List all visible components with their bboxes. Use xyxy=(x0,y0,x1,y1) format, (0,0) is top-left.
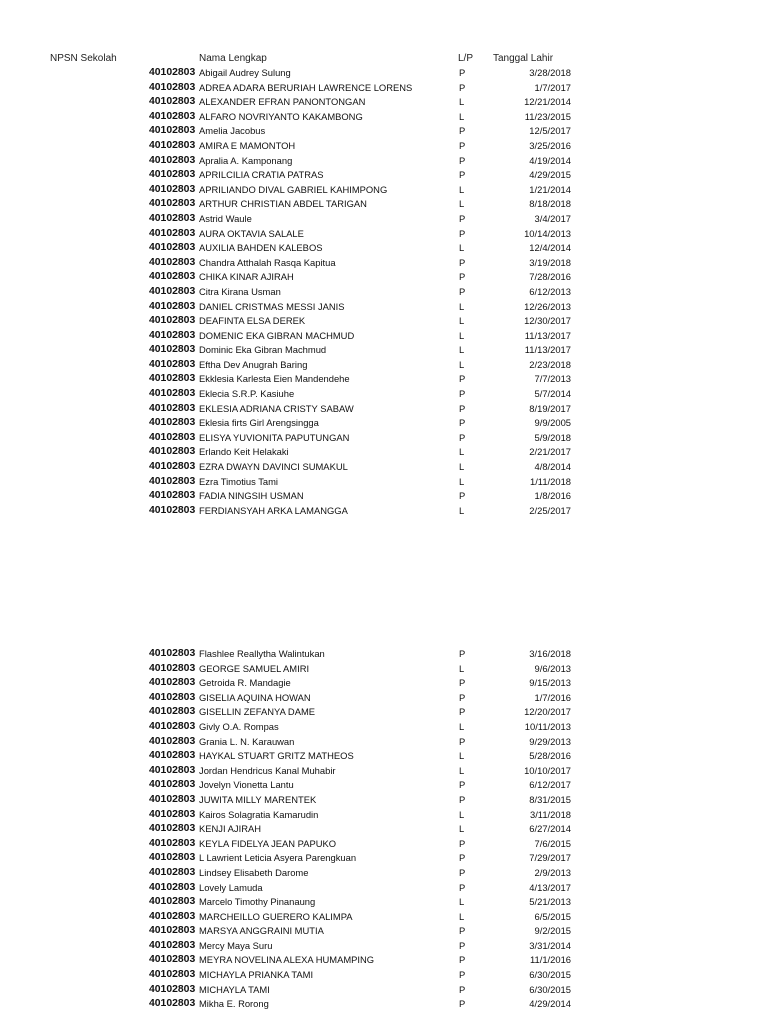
npsn-cell: 40102803 xyxy=(149,373,196,385)
name-cell: Lindsey Elisabeth Darome xyxy=(199,866,309,878)
gender-cell: L xyxy=(459,315,465,327)
gender-cell: P xyxy=(459,256,466,268)
npsn-cell: 40102803 xyxy=(149,329,196,341)
npsn-cell: 40102803 xyxy=(149,285,196,297)
gender-cell: P xyxy=(459,998,466,1010)
name-cell: CHIKA KINAR AJIRAH xyxy=(199,271,294,283)
gender-cell: P xyxy=(459,67,466,78)
name-cell: L Lawrient Leticia Asyera Parengkuan xyxy=(199,852,357,864)
birthdate-cell: 5/28/2016 xyxy=(529,750,571,762)
birthdate-cell: 9/2/2015 xyxy=(534,925,571,937)
birthdate-cell: 9/6/2013 xyxy=(534,662,571,674)
name-cell: Marcelo Timothy Pinanaung xyxy=(199,896,316,908)
table-row xyxy=(0,139,768,154)
birthdate-cell: 3/31/2014 xyxy=(529,939,571,951)
table-row xyxy=(0,793,768,808)
name-cell: Kairos Solagratia Kamarudin xyxy=(199,808,319,820)
table-row xyxy=(0,81,768,96)
gender-cell: P xyxy=(459,969,466,981)
gender-cell: P xyxy=(459,852,466,864)
npsn-cell: 40102803 xyxy=(149,896,196,908)
name-cell: GEORGE SAMUEL AMIRI xyxy=(199,662,310,674)
gender-cell: P xyxy=(459,169,466,181)
gender-cell: P xyxy=(459,793,466,805)
table-row xyxy=(0,822,768,837)
table-row xyxy=(0,983,768,998)
birthdate-cell: 6/27/2014 xyxy=(529,823,571,835)
birthdate-cell: 12/5/2017 xyxy=(529,125,571,137)
table-row xyxy=(0,168,768,183)
table-row xyxy=(0,300,768,315)
birthdate-cell: 1/11/2018 xyxy=(529,475,571,487)
name-cell: Ekklesia Karlesta Eien Mandendehe xyxy=(199,373,350,385)
table-row xyxy=(0,270,768,285)
npsn-cell: 40102803 xyxy=(149,720,196,732)
birthdate-cell: 5/21/2013 xyxy=(529,896,571,908)
npsn-cell: 40102803 xyxy=(149,446,196,458)
gender-cell: P xyxy=(459,212,466,224)
gender-cell: P xyxy=(459,735,466,747)
npsn-cell: 40102803 xyxy=(149,475,196,487)
birthdate-cell: 9/9/2005 xyxy=(534,417,571,429)
table-row xyxy=(0,953,768,968)
name-cell: ALEXANDER EFRAN PANONTONGAN xyxy=(199,96,366,108)
table-row xyxy=(0,997,768,1012)
table-row xyxy=(0,241,768,256)
name-cell: JUWITA MILLY MARENTEK xyxy=(199,793,317,805)
npsn-cell: 40102803 xyxy=(149,212,196,224)
table-row xyxy=(0,314,768,329)
birthdate-cell: 11/13/2017 xyxy=(524,329,571,341)
birthdate-cell: 12/20/2017 xyxy=(524,706,571,718)
name-cell: MICHAYLA TAMI xyxy=(199,983,270,995)
birthdate-cell: 2/21/2017 xyxy=(529,446,571,458)
birthdate-cell: 4/8/2014 xyxy=(534,461,571,473)
name-cell: Chandra Atthalah Rasqa Kapitua xyxy=(199,256,336,268)
name-cell: Astrid Waule xyxy=(199,212,252,224)
header-npsn: NPSN Sekolah xyxy=(50,53,117,64)
npsn-cell: 40102803 xyxy=(149,866,196,878)
name-cell: EKLESIA ADRIANA CRISTY SABAW xyxy=(199,402,354,414)
npsn-cell: 40102803 xyxy=(149,648,196,659)
name-cell: DOMENIC EKA GIBRAN MACHMUD xyxy=(199,329,355,341)
birthdate-cell: 12/21/2014 xyxy=(524,96,571,108)
npsn-cell: 40102803 xyxy=(149,691,196,703)
npsn-cell: 40102803 xyxy=(149,662,196,674)
header-lp: L/P xyxy=(458,53,474,64)
name-cell: Abigail Audrey Sulung xyxy=(199,67,291,78)
table-row xyxy=(0,372,768,387)
npsn-cell: 40102803 xyxy=(149,823,196,835)
birthdate-cell: 1/8/2016 xyxy=(534,490,571,502)
table-row xyxy=(0,676,768,691)
npsn-cell: 40102803 xyxy=(149,504,196,516)
name-cell: Eklesia firts Girl Arengsingga xyxy=(199,417,319,429)
table-row xyxy=(0,183,768,198)
gender-cell: P xyxy=(459,954,466,966)
name-cell: Apralia A. Kamponang xyxy=(199,154,293,166)
birthdate-cell: 3/28/2018 xyxy=(529,67,571,78)
table-row xyxy=(0,197,768,212)
gender-cell: P xyxy=(459,691,466,703)
birthdate-cell: 6/30/2015 xyxy=(529,983,571,995)
birthdate-cell: 2/25/2017 xyxy=(529,504,571,516)
npsn-cell: 40102803 xyxy=(149,431,196,443)
name-cell: Amelia Jacobus xyxy=(199,125,266,137)
table-row xyxy=(0,866,768,881)
table-row xyxy=(0,895,768,910)
birthdate-cell: 12/4/2014 xyxy=(529,242,571,254)
table-row xyxy=(0,475,768,490)
table-row xyxy=(0,431,768,446)
gender-cell: L xyxy=(459,329,465,341)
birthdate-cell: 1/21/2014 xyxy=(529,183,571,195)
table-row xyxy=(0,460,768,475)
gender-cell: L xyxy=(459,183,465,195)
npsn-cell: 40102803 xyxy=(149,227,196,239)
name-cell: Flashlee Reallytha Walintukan xyxy=(199,648,325,659)
gender-cell: P xyxy=(459,866,466,878)
gender-cell: L xyxy=(459,823,465,835)
birthdate-cell: 11/23/2015 xyxy=(524,110,571,122)
table-row xyxy=(0,691,768,706)
table-row xyxy=(0,705,768,720)
npsn-cell: 40102803 xyxy=(149,300,196,312)
table-row xyxy=(0,764,768,779)
table-row xyxy=(0,227,768,242)
npsn-cell: 40102803 xyxy=(149,344,196,356)
gender-cell: L xyxy=(459,910,465,922)
birthdate-cell: 11/13/2017 xyxy=(524,344,571,356)
npsn-cell: 40102803 xyxy=(149,969,196,981)
npsn-cell: 40102803 xyxy=(149,925,196,937)
birthdate-cell: 8/19/2017 xyxy=(529,402,571,414)
gender-cell: P xyxy=(459,648,466,659)
npsn-cell: 40102803 xyxy=(149,983,196,995)
birthdate-cell: 7/7/2013 xyxy=(534,373,571,385)
npsn-cell: 40102803 xyxy=(149,706,196,718)
name-cell: APRILIANDO DIVAL GABRIEL KAHIMPONG xyxy=(199,183,388,195)
npsn-cell: 40102803 xyxy=(149,939,196,951)
name-cell: Erlando Keit Helakaki xyxy=(199,446,289,458)
npsn-cell: 40102803 xyxy=(149,256,196,268)
name-cell: Jovelyn Vionetta Lantu xyxy=(199,779,294,791)
npsn-cell: 40102803 xyxy=(149,677,196,689)
npsn-cell: 40102803 xyxy=(149,315,196,327)
table-row xyxy=(0,837,768,852)
name-cell: Mikha E. Rorong xyxy=(199,998,269,1010)
gender-cell: P xyxy=(459,271,466,283)
birthdate-cell: 8/31/2015 xyxy=(529,793,571,805)
name-cell: Jordan Hendricus Kanal Muhabir xyxy=(199,764,336,776)
birthdate-cell: 4/29/2014 xyxy=(529,998,571,1010)
gender-cell: L xyxy=(459,720,465,732)
gender-cell: P xyxy=(459,417,466,429)
npsn-cell: 40102803 xyxy=(149,169,196,181)
table-row xyxy=(0,402,768,417)
npsn-cell: 40102803 xyxy=(149,154,196,166)
gender-cell: L xyxy=(459,96,465,108)
birthdate-cell: 3/19/2018 xyxy=(529,256,571,268)
name-cell: KENJI AJIRAH xyxy=(199,823,261,835)
npsn-cell: 40102803 xyxy=(149,96,196,108)
birthdate-cell: 10/10/2017 xyxy=(524,764,571,776)
name-cell: MARCHEILLO GUERERO KALIMPA xyxy=(199,910,353,922)
birthdate-cell: 7/28/2016 xyxy=(529,271,571,283)
gender-cell: P xyxy=(459,983,466,995)
birthdate-cell: 3/11/2018 xyxy=(529,808,571,820)
npsn-cell: 40102803 xyxy=(149,461,196,473)
table-row xyxy=(0,212,768,227)
npsn-cell: 40102803 xyxy=(149,954,196,966)
name-cell: DEAFINTA ELSA DEREK xyxy=(199,315,306,327)
table-row xyxy=(0,778,768,793)
table-row xyxy=(0,489,768,504)
name-cell: KEYLA FIDELYA JEAN PAPUKO xyxy=(199,837,337,849)
gender-cell: L xyxy=(459,300,465,312)
birthdate-cell: 12/26/2013 xyxy=(524,300,571,312)
gender-cell: L xyxy=(459,358,465,370)
npsn-cell: 40102803 xyxy=(149,837,196,849)
name-cell: Ezra Timotius Tami xyxy=(199,475,279,487)
table-row xyxy=(0,647,768,662)
name-cell: MARSYA ANGGRAINI MUTIA xyxy=(199,925,324,937)
birthdate-cell: 4/29/2015 xyxy=(529,169,571,181)
table-row xyxy=(0,154,768,169)
table-row xyxy=(0,749,768,764)
gender-cell: L xyxy=(459,504,465,516)
table-row xyxy=(0,416,768,431)
table-row xyxy=(0,285,768,300)
name-cell: Grania L. N. Karauwan xyxy=(199,735,295,747)
name-cell: Citra Kirana Usman xyxy=(199,285,281,297)
birthdate-cell: 8/18/2018 xyxy=(529,198,571,210)
npsn-cell: 40102803 xyxy=(149,417,196,429)
name-cell: ARTHUR CHRISTIAN ABDEL TARIGAN xyxy=(199,198,367,210)
name-cell: Getroida R. Mandagie xyxy=(199,677,291,689)
birthdate-cell: 6/12/2013 xyxy=(529,285,571,297)
gender-cell: L xyxy=(459,110,465,122)
name-cell: GISELIA AQUINA HOWAN xyxy=(199,691,311,703)
name-cell: EZRA DWAYN DAVINCI SUMAKUL xyxy=(199,461,348,473)
npsn-cell: 40102803 xyxy=(149,490,196,502)
birthdate-cell: 1/7/2017 xyxy=(534,81,571,93)
gender-cell: P xyxy=(459,125,466,137)
name-cell: Mercy Maya Suru xyxy=(199,939,273,951)
gender-cell: P xyxy=(459,490,466,502)
gender-cell: L xyxy=(459,750,465,762)
table-row xyxy=(0,808,768,823)
name-cell: GISELLIN ZEFANYA DAME xyxy=(199,706,316,718)
table-row xyxy=(0,910,768,925)
birthdate-cell: 7/6/2015 xyxy=(534,837,571,849)
npsn-cell: 40102803 xyxy=(149,779,196,791)
name-cell: AMIRA E MAMONTOH xyxy=(199,139,296,151)
npsn-cell: 40102803 xyxy=(149,242,196,254)
birthdate-cell: 7/29/2017 xyxy=(529,852,571,864)
name-cell: Dominic Eka Gibran Machmud xyxy=(199,344,327,356)
gender-cell: L xyxy=(459,446,465,458)
npsn-cell: 40102803 xyxy=(149,110,196,122)
npsn-cell: 40102803 xyxy=(149,388,196,400)
table-row xyxy=(0,66,768,81)
name-cell: Givly O.A. Rompas xyxy=(199,720,279,732)
gender-cell: L xyxy=(459,198,465,210)
birthdate-cell: 11/1/2016 xyxy=(529,954,571,966)
table-row xyxy=(0,662,768,677)
npsn-cell: 40102803 xyxy=(149,358,196,370)
gender-cell: P xyxy=(459,139,466,151)
name-cell: HAYKAL STUART GRITZ MATHEOS xyxy=(199,750,354,762)
gender-cell: L xyxy=(459,344,465,356)
gender-cell: P xyxy=(459,706,466,718)
name-cell: AURA OKTAVIA SALALE xyxy=(199,227,304,239)
npsn-cell: 40102803 xyxy=(149,183,196,195)
gender-cell: L xyxy=(459,896,465,908)
npsn-cell: 40102803 xyxy=(149,139,196,151)
name-cell: Eklecia S.R.P. Kasiuhe xyxy=(199,388,295,400)
table-row xyxy=(0,735,768,750)
npsn-cell: 40102803 xyxy=(149,881,196,893)
birthdate-cell: 10/14/2013 xyxy=(524,227,571,239)
table-row xyxy=(0,387,768,402)
birthdate-cell: 6/12/2017 xyxy=(529,779,571,791)
birthdate-cell: 6/30/2015 xyxy=(529,969,571,981)
name-cell: MEYRA NOVELINA ALEXA HUMAMPING xyxy=(199,954,375,966)
birthdate-cell: 3/16/2018 xyxy=(529,648,571,659)
npsn-cell: 40102803 xyxy=(149,910,196,922)
npsn-cell: 40102803 xyxy=(149,852,196,864)
birthdate-cell: 3/4/2017 xyxy=(534,212,571,224)
name-cell: APRILCILIA CRATIA PATRAS xyxy=(199,169,324,181)
npsn-cell: 40102803 xyxy=(149,81,196,93)
npsn-cell: 40102803 xyxy=(149,808,196,820)
name-cell: MICHAYLA PRIANKA TAMI xyxy=(199,969,314,981)
table-row xyxy=(0,720,768,735)
table-row xyxy=(0,968,768,983)
npsn-cell: 40102803 xyxy=(149,402,196,414)
npsn-cell: 40102803 xyxy=(149,198,196,210)
gender-cell: L xyxy=(459,475,465,487)
table-row xyxy=(0,329,768,344)
gender-cell: P xyxy=(459,431,466,443)
birthdate-cell: 10/11/2013 xyxy=(524,720,571,732)
npsn-cell: 40102803 xyxy=(149,271,196,283)
gender-cell: L xyxy=(459,764,465,776)
table-row xyxy=(0,851,768,866)
birthdate-cell: 3/25/2016 xyxy=(529,139,571,151)
gender-cell: P xyxy=(459,837,466,849)
gender-cell: P xyxy=(459,81,466,93)
table-row xyxy=(0,881,768,896)
gender-cell: P xyxy=(459,677,466,689)
birthdate-cell: 5/9/2018 xyxy=(534,431,571,443)
name-cell: Lovely Lamuda xyxy=(199,881,263,893)
gender-cell: L xyxy=(459,808,465,820)
name-cell: ALFARO NOVRIYANTO KAKAMBONG xyxy=(199,110,363,122)
table-row xyxy=(0,358,768,373)
table-row xyxy=(0,256,768,271)
npsn-cell: 40102803 xyxy=(149,67,196,78)
birthdate-cell: 6/5/2015 xyxy=(534,910,571,922)
name-cell: FERDIANSYAH ARKA LAMANGGA xyxy=(199,504,348,516)
header-nama: Nama Lengkap xyxy=(199,53,267,64)
gender-cell: P xyxy=(459,939,466,951)
name-cell: FADIA NINGSIH USMAN xyxy=(199,490,304,502)
birthdate-cell: 1/7/2016 xyxy=(534,691,571,703)
birthdate-cell: 12/30/2017 xyxy=(524,315,571,327)
table-row xyxy=(0,939,768,954)
gender-cell: P xyxy=(459,285,466,297)
header-tanggal: Tanggal Lahir xyxy=(493,53,554,64)
birthdate-cell: 9/29/2013 xyxy=(529,735,571,747)
birthdate-cell: 4/13/2017 xyxy=(529,881,571,893)
gender-cell: P xyxy=(459,881,466,893)
birthdate-cell: 2/23/2018 xyxy=(529,358,571,370)
npsn-cell: 40102803 xyxy=(149,764,196,776)
name-cell: Eftha Dev Anugrah Baring xyxy=(199,358,308,370)
gender-cell: P xyxy=(459,402,466,414)
gender-cell: P xyxy=(459,779,466,791)
npsn-cell: 40102803 xyxy=(149,750,196,762)
gender-cell: L xyxy=(459,461,465,473)
npsn-cell: 40102803 xyxy=(149,125,196,137)
table-block-2 xyxy=(0,647,768,1012)
name-cell: AUXILIA BAHDEN KALEBOS xyxy=(199,242,323,254)
birthdate-cell: 2/9/2013 xyxy=(534,866,571,878)
table-row xyxy=(0,95,768,110)
name-cell: ADREA ADARA BERURIAH LAWRENCE LORENS xyxy=(199,81,413,93)
npsn-cell: 40102803 xyxy=(149,998,196,1010)
table-row xyxy=(0,343,768,358)
birthdate-cell: 5/7/2014 xyxy=(534,388,571,400)
gender-cell: L xyxy=(459,242,465,254)
birthdate-cell: 4/19/2014 xyxy=(529,154,571,166)
table-row xyxy=(0,924,768,939)
gender-cell: P xyxy=(459,227,466,239)
npsn-cell: 40102803 xyxy=(149,793,196,805)
gender-cell: L xyxy=(459,662,465,674)
gender-cell: P xyxy=(459,154,466,166)
name-cell: ELISYA YUVIONITA PAPUTUNGAN xyxy=(199,431,350,443)
table-row xyxy=(0,445,768,460)
birthdate-cell: 9/15/2013 xyxy=(529,677,571,689)
npsn-cell: 40102803 xyxy=(149,735,196,747)
table-row xyxy=(0,110,768,125)
gender-cell: P xyxy=(459,388,466,400)
name-cell: DANIEL CRISTMAS MESSI JANIS xyxy=(199,300,345,312)
table-row xyxy=(0,504,768,519)
gender-cell: P xyxy=(459,925,466,937)
table-block-1 xyxy=(0,66,768,518)
table-row xyxy=(0,124,768,139)
gender-cell: P xyxy=(459,373,466,385)
